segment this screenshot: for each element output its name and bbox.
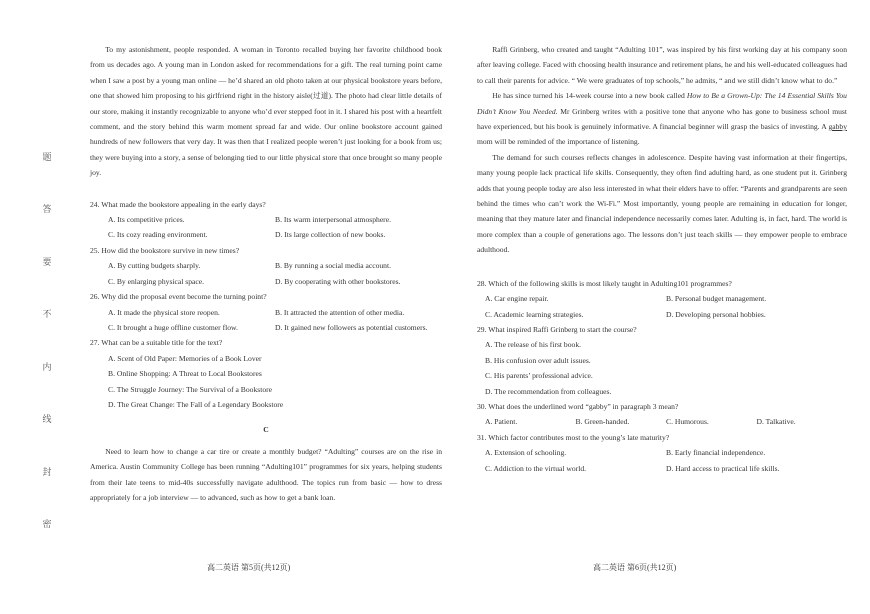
margin-char: 封	[42, 466, 52, 477]
margin-char: 线	[42, 414, 52, 425]
paragraph-r3: The demand for such courses reflects changes in adolescence. Despite having vast information at their fingertips, many young people lack practical life skills. Consequently, they often find adulting hard, as one student put it. Grinberg adds that young people today are also less interested in what their elders have to offer. “Parents and grandparents are seen behind the times who can’t work the Wi-Fi.” Most importantly, young people are remaining in education for longer, meaning that they mature later and financial independence necessarily comes later. Adulting is, in fact, hard. The world is more complex than a couple of generations ago. The lessons don’t just teach skills — they empower people to embrace adulthood.	[477, 152, 847, 255]
option: B. Personal budget management.	[666, 294, 767, 304]
option: B. His confusion over adult issues.	[485, 355, 591, 365]
q26-options	[90, 305, 442, 336]
margin-char: 密	[42, 518, 52, 529]
option: D. Developing personal hobbies.	[666, 309, 766, 319]
paragraph-intro: To my astonishment, people responded. A woman in Toronto recalled buying her favorite childhood book from us decades ago. A young man in London asked for recommendations for a gift. The real turning point came when I saw a post by a young man online — he’d shared an old photo taken at our physical bookstore years before, one that showed him proposing to his girlfriend right in the history aisle(过道). The photo had clear little details of our store, making it instantly recognizable to anyone who’d ever stepped foot in it. I shared his post with a heartfelt comment, and the story behind this warm moment spread far and wide. Our online bookstore account gained hundreds of new followers that very day. It was then that I realized people weren’t just looking for a book from us; they were buying into a story, a sense of belonging tied to our little physical store that once brought so many people joy.	[90, 45, 442, 178]
margin-char: 题	[42, 152, 52, 162]
option: B. Online Shopping: A Threat to Local Bookstores	[108, 369, 262, 379]
page-footer: 高二英语 第6页(共12页)	[593, 563, 677, 572]
option: A. By cutting budgets sharply.	[108, 261, 201, 271]
option: D. Its large collection of new books.	[275, 230, 386, 240]
paragraph-r2	[477, 88, 847, 150]
q24-options	[90, 212, 442, 243]
option: C. Addiction to the virtual world.	[485, 463, 587, 473]
right-column	[477, 42, 847, 476]
margin-char: 内	[42, 361, 52, 372]
option: A. Patient.	[485, 417, 518, 427]
option: B. Its warm interpersonal atmosphere.	[275, 215, 391, 225]
question-31: 31. Which factor contributes most to the young’s late maturity?	[477, 432, 670, 442]
option: C. By enlarging physical space.	[108, 276, 205, 286]
paragraph-c1: Need to learn how to change a car tire or create a monthly budget? “Adulting” courses are on the rise in America. Austin Community College has been running “Adulting101” programmes for six years, helping students from their late teens to mid-40s successfully navigate adulthood. The topics run from basic — how to dress appropriately for a job interview — to advanced, such as how to get a bank loan.	[90, 446, 442, 502]
option: C. Humorous.	[666, 417, 709, 427]
option: D. It gained new followers as potential customers.	[275, 322, 428, 332]
question-28: 28. Which of the following skills is most likely taught in Adulting101 programmes?	[477, 278, 732, 288]
option: A. It made the physical store reopen.	[108, 307, 220, 317]
text: . Mr Grinberg writes with a positive tone that anyone who has gone to business school must have experienced, but his book is genuinely informative. A financial beginner will grasp the basics of investing. A	[477, 106, 847, 132]
section-heading: C	[263, 425, 269, 435]
option: D. The Great Change: The Fall of a Legendary Bookstore	[108, 399, 284, 409]
option: A. Scent of Old Paper: Memories of a Book Lover	[108, 353, 262, 363]
option: B. Early financial independence.	[666, 448, 766, 458]
page-footer: 高二英语 第5页(共12页)	[207, 563, 291, 572]
option: B. Green-handed.	[575, 417, 630, 427]
option: C. The Struggle Journey: The Survival of a Bookstore	[108, 384, 273, 394]
text: mom will be reminded of the importance of listening.	[477, 137, 640, 147]
option: D. By cooperating with other bookstores.	[275, 276, 401, 286]
option: A. Car engine repair.	[485, 294, 549, 304]
option: B. It attracted the attention of other media.	[275, 307, 405, 317]
q28-options	[477, 291, 847, 322]
question-29: 29. What inspired Raffi Grinberg to start the course?	[477, 324, 637, 334]
option: A. Extension of schooling.	[485, 448, 567, 458]
q29-options	[477, 337, 847, 399]
option: C. Its cozy reading environment.	[108, 230, 208, 240]
option: D. Hard access to practical life skills.	[666, 463, 780, 473]
book-title: How to Be a Grown-Up: The 14 Essential Skills You Didn’t Know You Needed	[477, 91, 847, 116]
option: C. It brought a huge offline customer flow.	[108, 322, 238, 332]
q30-options	[477, 414, 847, 429]
question-26: 26. Why did the proposal event become the turning point?	[90, 292, 267, 302]
option: D. The recommendation from colleagues.	[485, 386, 612, 396]
question-27: 27. What can be a suitable title for the text?	[90, 338, 223, 348]
option: C. Academic learning strategies.	[485, 309, 584, 319]
q27-options	[90, 351, 442, 413]
q31-options	[477, 445, 847, 476]
paragraph-r1: Raffi Grinberg, who created and taught “Adulting 101”, was inspired by his first working day at his company soon after leaving college. Faced with choosing health insurance and retirement plans, he and his well-educated colleagues had to call their parents for advice. “ We were graduates of top schools,” he admits, “ and we still didn’t know what to do.”	[477, 45, 847, 85]
right-page	[455, 0, 870, 614]
option: B. By running a social media account.	[275, 261, 391, 271]
q25-options	[90, 258, 442, 289]
margin-char: 要	[42, 256, 52, 267]
option: C. His parents’ professional advice.	[485, 371, 593, 381]
question-25: 25. How did the bookstore survive in new times?	[90, 245, 240, 255]
option: A. Its competitive prices.	[108, 215, 185, 225]
binding-margin-strip	[38, 150, 56, 530]
option: A. The release of his first book.	[485, 340, 582, 350]
option: D. Talkative.	[756, 417, 796, 427]
question-24: 24. What made the bookstore appealing in the early days?	[90, 199, 266, 209]
left-column	[90, 42, 442, 505]
text: He has since turned his 14-week course into a new book called	[492, 91, 687, 101]
margin-char: 答	[42, 204, 52, 215]
question-30: 30. What does the underlined word “gabby” in paragraph 3 mean?	[477, 401, 679, 411]
margin-char: 不	[42, 309, 52, 320]
underlined-word: gabby	[828, 122, 847, 132]
